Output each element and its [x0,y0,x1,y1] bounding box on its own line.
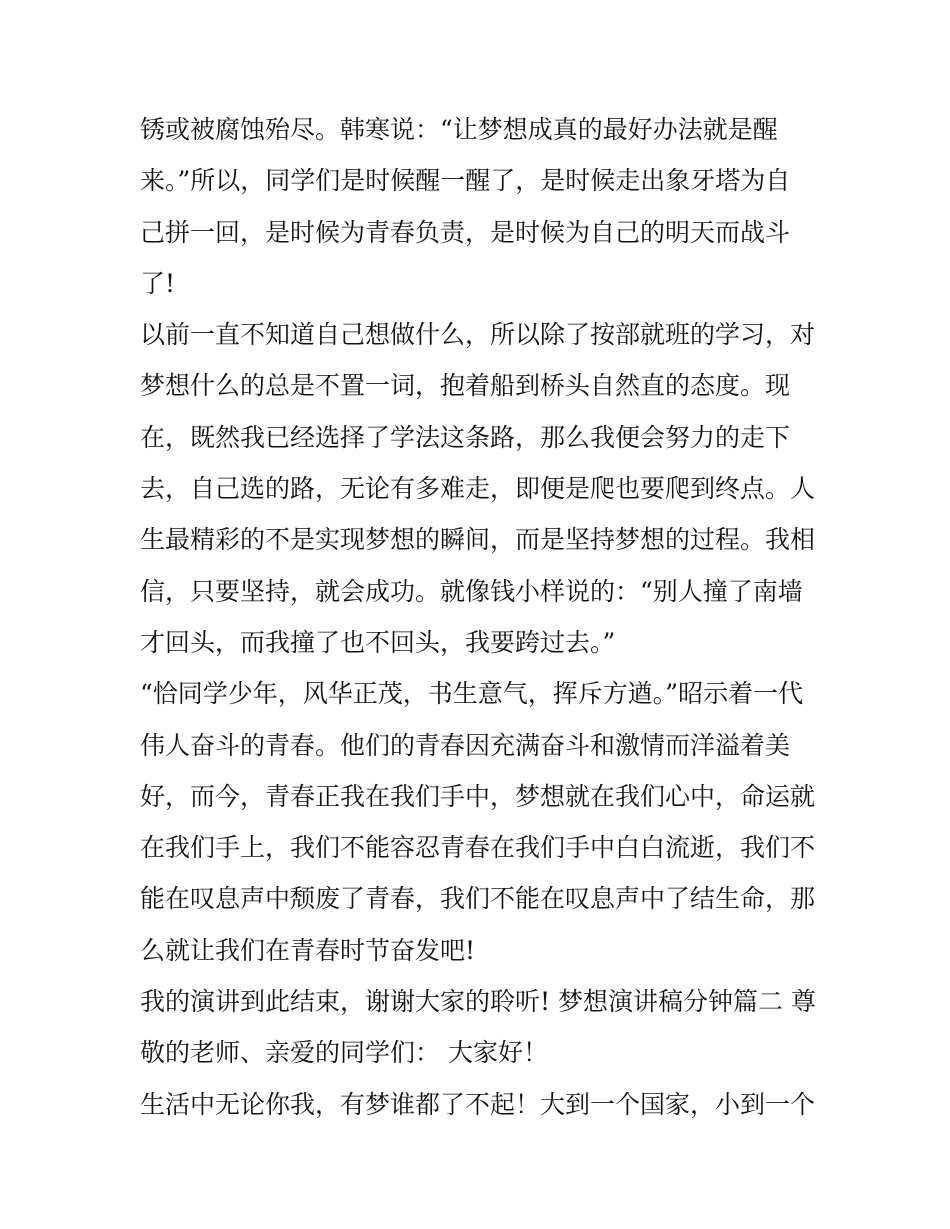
text-line: 了! [140,268,176,298]
text-line: 才回头，而我撞了也不回头，我要跨过去。” [140,627,616,657]
text-line: 在我们手上，我们不能容忍青春在我们手中白白流逝，我们不 [140,833,816,863]
body-text [140,104,815,1130]
text-line: 己拼一回，是时候为青春负责，是时候为自己的明天而战斗 [140,217,791,247]
text-line: 以前一直不知道自己想做什么，所以除了按部就班的学习，对 [140,320,816,350]
text-line: 么就让我们在青春时节奋发吧! [140,935,476,965]
text-line: 来。”所以，同学们是时候醒一醒了，是时候走出象牙塔为自 [140,166,791,196]
text-line: 我的演讲到此结束，谢谢大家的聆听! 梦想演讲稿分钟篇二 尊 [140,987,816,1017]
text-line: 能在叹息声中颓废了青春，我们不能在叹息声中了结生命，那 [140,884,816,914]
text-line: 生最精彩的不是实现梦想的瞬间，而是坚持梦想的过程。我相 [140,525,816,555]
text-line: 生活中无论你我，有梦谁都了不起！大到一个国家，小到一个 [140,1089,816,1119]
text-line: 去，自己选的路，无论有多难走，即便是爬也要爬到终点。人 [140,474,816,504]
text-line: 梦想什么的总是不置一词，抱着船到桥头自然直的态度。现 [140,371,791,401]
text-line: 敬的老师、亲爱的同学们： 大家好！ [140,1038,548,1068]
text-line: 信，只要坚持，就会成功。就像钱小样说的：“别人撞了南墙 [140,576,803,606]
text-line: 在，既然我已经选择了学法这条路，那么我便会努力的走下 [140,422,791,452]
text-line: 好，而今，青春正我在我们手中，梦想就在我们心中，命运就 [140,781,816,811]
text-line: 伟人奋斗的青春。他们的青春因充满奋斗和激情而洋溢着美 [140,730,791,760]
text-line: “恰同学少年，风华正茂，书生意气，挥斥方遒。”昭示着一代 [140,679,804,709]
text-line: 锈或被腐蚀殆尽。韩寒说：“让梦想成真的最好办法就是醒 [140,115,778,144]
